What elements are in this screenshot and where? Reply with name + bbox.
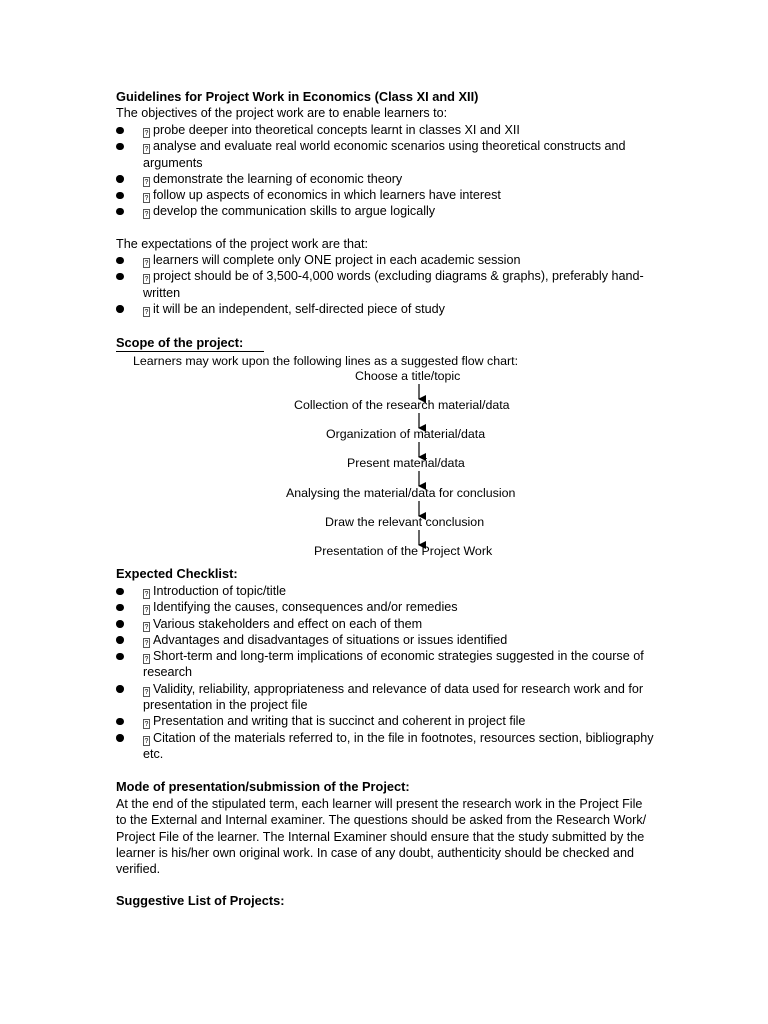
list-item: ? probe deeper into theoretical concepts learnt in classes XI and XII — [116, 122, 656, 138]
missing-glyph-icon: ? — [144, 721, 149, 729]
missing-glyph-icon: ? — [144, 130, 149, 137]
scope-heading: Scope of the project: — [116, 335, 244, 350]
missing-glyph-icon: ? — [144, 656, 149, 664]
mode-paragraph: At the end of the stipulated term, each learner will present the research work in the Project File to the External and Internal examiner. The questions should be asked from the Research Work/ Project File of the learner. The Internal Examiner should ensure that the study submitted by the learner is his/her own original work. In case of any doubt, authenticity should be checked and verified. — [116, 797, 647, 877]
list-item: ? Citation of the materials referred to, in the file in footnotes, resources section, bibliography etc. — [116, 730, 656, 763]
bullet-icon — [116, 685, 124, 693]
flow-step: Organization of material/data — [326, 427, 486, 441]
objectives-intro: The objectives of the project work are to enable learners to: — [116, 106, 448, 120]
list-item: ? Validity, reliability, appropriateness and relevance of data used for research work and for presentation in the project file — [116, 681, 656, 714]
missing-glyph-icon: ? — [144, 178, 149, 186]
expectations-intro: The expectations of the project work are that: — [116, 237, 369, 251]
bullet-icon — [116, 734, 124, 742]
list-item: ? Various stakeholders and effect on each of them — [116, 616, 656, 632]
list-item: ? project should be of 3,500-4,000 words (excluding diagrams & graphs), preferably hand-written — [116, 268, 656, 301]
list-item: ? it will be an independent, self-directed piece of study — [116, 301, 656, 317]
list-item: ? Short-term and long-term implications of economic strategies suggested in the course of research — [116, 648, 656, 681]
missing-glyph-icon: ? — [144, 260, 149, 267]
list-item: ? learners will complete only ONE project in each academic session — [116, 252, 656, 268]
list-item: ? Advantages and disadvantages of situations or issues identified — [116, 632, 656, 648]
missing-glyph-icon: ? — [144, 623, 149, 631]
suggestive-heading: Suggestive List of Projects: — [116, 893, 285, 908]
bullet-icon — [116, 653, 124, 661]
list-item: ? Presentation and writing that is succinct and coherent in project file — [116, 713, 656, 729]
missing-glyph-icon: ? — [144, 146, 149, 154]
list-item: ? demonstrate the learning of economic theory — [116, 171, 656, 187]
missing-glyph-icon: ? — [144, 211, 149, 219]
missing-glyph-icon: ? — [144, 591, 149, 598]
missing-glyph-icon: ? — [144, 276, 149, 284]
list-item: ? follow up aspects of economics in which learners have interest — [116, 187, 656, 203]
missing-glyph-icon: ? — [144, 195, 149, 203]
bullet-icon — [116, 604, 124, 612]
missing-glyph-icon: ? — [144, 737, 149, 745]
missing-glyph-icon: ? — [144, 639, 149, 647]
flow-intro: Learners may work upon the following lines as a suggested flow chart: — [133, 354, 519, 368]
checklist-list — [116, 583, 656, 762]
list-item: ? develop the communication skills to argue logically — [116, 203, 656, 219]
list-item: ? Identifying the causes, consequences and/or remedies — [116, 599, 656, 615]
document-title: Guidelines for Project Work in Economics (Class XI and XII) — [116, 89, 479, 104]
missing-glyph-icon: ? — [144, 688, 149, 696]
flow-step: Analysing the material/data for conclusion — [286, 486, 516, 500]
flow-step: Draw the relevant conclusion — [325, 515, 485, 529]
flow-step: Presentation of the Project Work — [314, 544, 493, 558]
bullet-icon — [116, 620, 124, 628]
bullet-icon — [116, 718, 124, 726]
missing-glyph-icon: ? — [144, 308, 149, 316]
bullet-icon — [116, 588, 124, 596]
mode-heading: Mode of presentation/submission of the Project: — [116, 779, 410, 794]
list-item: ? Introduction of topic/title — [116, 583, 656, 599]
flow-step: Collection of the research material/data — [294, 398, 510, 412]
missing-glyph-icon: ? — [144, 607, 149, 615]
flow-step: Choose a title/topic — [355, 369, 461, 383]
checklist-heading: Expected Checklist: — [116, 566, 238, 581]
flow-step: Present material/data — [347, 456, 465, 470]
bullet-icon — [116, 636, 124, 644]
list-item: ? analyse and evaluate real world economic scenarios using theoretical constructs and arguments — [116, 138, 656, 171]
